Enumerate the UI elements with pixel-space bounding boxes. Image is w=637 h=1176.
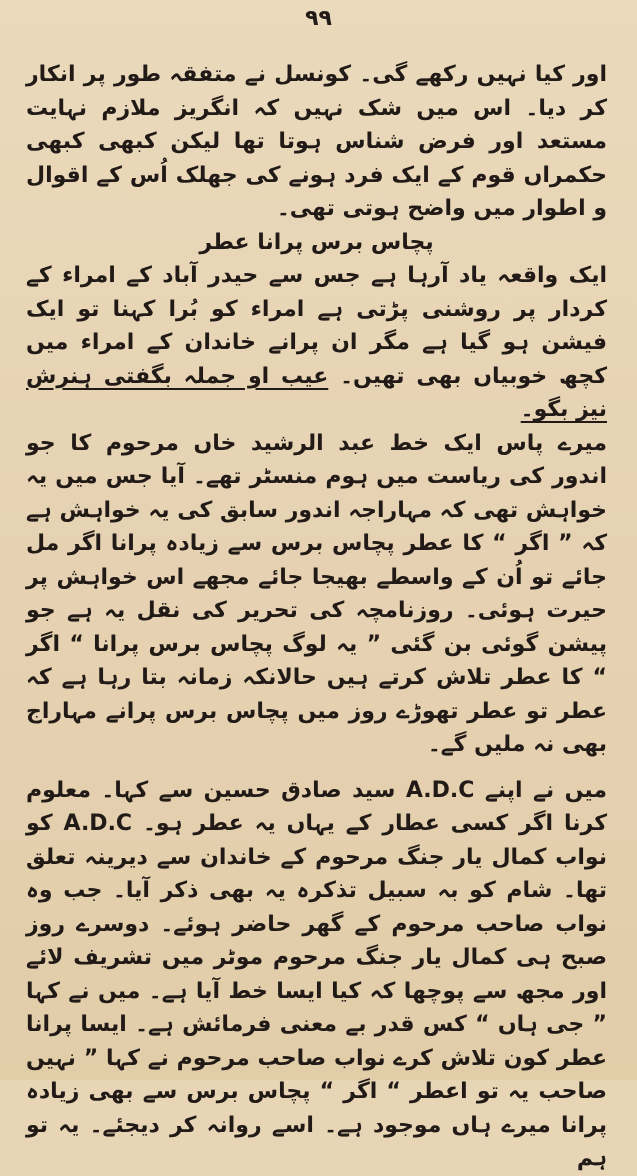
paragraph-nobility-text: ایک واقعہ یاد آرہا ہے جس سے حیدر آباد کے امراء کے کردار پر روشنی پڑتی ہے امراء کو بُرا کہنا تو ایک فیشن ہو گیا ہے مگر ان پرانے خاندان کے امراء میں کچھ خوبیاں بھی تھیں۔ — [26, 263, 607, 389]
paragraph-nobility — [26, 259, 607, 427]
paragraph-letter: میرے پاس ایک خط عبد الرشید خاں مرحوم کا جو اندور کی ریاست میں ہوم منسٹر تھے۔ آیا جس میں یہ خواہش تھی کہ مہاراجہ اندور سابق کی یہ خواہش ہے کہ ” اگر “ کا عطر پچاس برس سے زیادہ پرانا اگر مل جائے تو اُن کے واسطے بھیجا جائے مجھے اس خواہش پر حیرت ہوئی۔ روزنامچہ کی تحریر کی نقل یہ ہے جو پیشن گوئی بن گئی ” یہ لوگ پچاس برس پرانا “ اگر “ کا عطر تلاش کرتے ہیں حالانکہ زمانہ بتا رہا ہے کہ عطر تو عطر تھوڑے روز میں پچاس برس پرانے مہاراج بھی نہ ملیں گے۔ — [26, 430, 607, 757]
page-number: ۹۹ — [305, 6, 332, 31]
paragraph-council: اور کیا نہیں رکھے گی۔ کونسل نے متفقہ طور پر انکار کر دیا۔ اس میں شک نہیں کہ انگریز ملازم نہایت مستعد اور فرض شناس ہوتا تھا لیکن کبھی کبھی حکمراں قوم کے ایک فرد ہونے کی جھلک اُس کے اقوال و اطوار میں واضح ہوتی تھی۔ — [26, 62, 607, 221]
paragraph-gap — [26, 762, 607, 774]
page-text — [26, 58, 607, 1176]
underlined-quote: عیب او جملہ بگفتی ہنرش نیز بگو۔ — [26, 363, 607, 422]
section-heading: پچاس برس پرانا عطر — [199, 229, 434, 255]
paragraph-adc: میں نے اپنے A.D.C سید صادق حسین سے کہا۔ معلوم کرنا اگر کسی عطار کے یہاں یہ عطر ہو۔ A.D.C کو نواب کمال یار جنگ مرحوم کے خاندان سے دیرینہ تعلق تھا۔ شام کو بہ سبیل تذکرہ یہ بھی ذکر آیا۔ جب وہ نواب صاحب مرحوم کے گھر حاضر ہوئے۔ دوسرے روز صبح ہی کمال یار جنگ مرحوم موٹر میں تشریف لائے اور مجھ سے پوچھا کہ کیا ایسا خط آیا ہے۔ میں نے کہا ” جی ہاں “ کس قدر بے معنی فرمائش ہے۔ ایسا پرانا عطر کون تلاش کرے نواب صاحب مرحوم نے کہا ” نہیں صاحب یہ تو اعطر “ اگر “ پچاس برس سے بھی زیادہ پرانا میرے ہاں موجود ہے۔ اسے روانہ کر دیجئے۔ یہ تو ہم — [26, 777, 608, 1171]
